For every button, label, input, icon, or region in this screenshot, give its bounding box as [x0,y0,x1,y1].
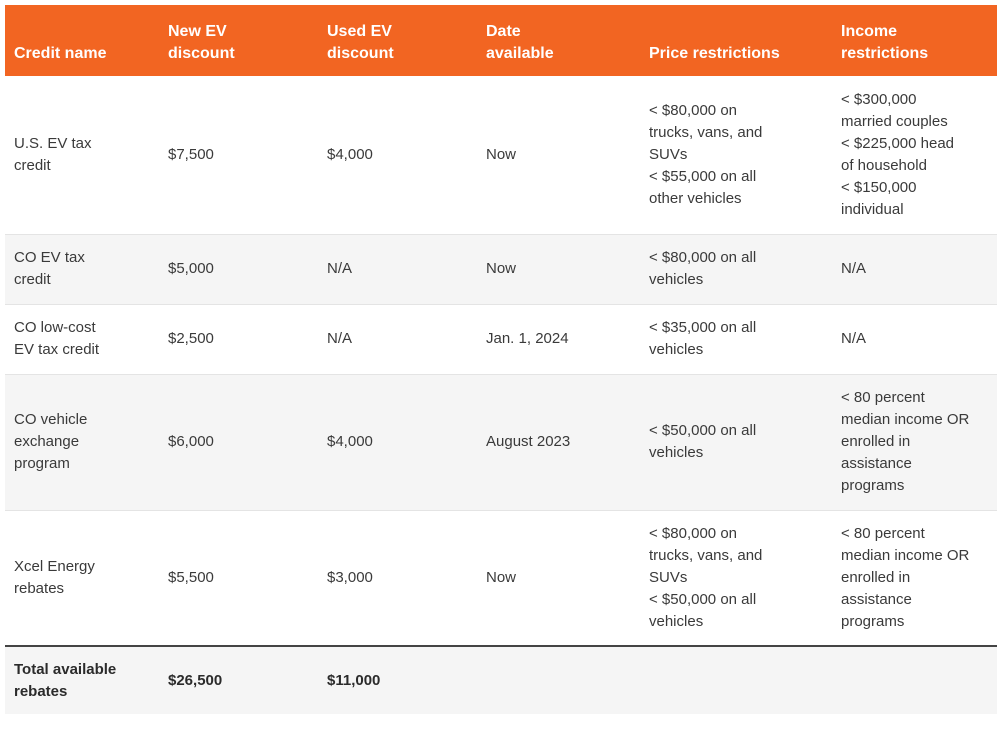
new-ev-discount-cell: $5,500 [168,568,214,586]
used-ev-discount-cell: N/A [327,330,353,347]
header-price-restrictions: Price restrictions [649,45,780,62]
ev-credits-table [5,5,997,714]
credit-name-cell: U.S. EV tax credit [14,134,92,174]
credit-name-cell: CO EV tax credit [14,249,85,288]
total-empty-cell [640,646,832,714]
credit-name-cell: CO low-cost EV tax credit [14,319,100,358]
total-new-ev-discount-cell: $26,500 [168,671,223,689]
total-row [5,646,997,714]
price-restrictions-cell: < $80,000 on trucks, vans, and SUVs < $50,000 on all vehicles [649,524,763,630]
income-restrictions-cell: N/A [841,330,867,347]
price-restrictions-cell: < $35,000 on all vehicles [649,319,757,358]
credit-name-cell: Xcel Energy rebates [14,557,95,597]
header-income-restrictions: Income restrictions [841,23,929,62]
date-available-cell: Now [486,568,517,586]
new-ev-discount-cell: $5,000 [168,260,214,277]
date-available-cell: Now [486,260,517,277]
header-date-available: Date available [486,23,554,62]
total-empty-cell [477,646,640,714]
table-row [5,234,997,304]
total-empty-cell [832,646,997,714]
new-ev-discount-cell: $6,000 [168,433,214,450]
price-restrictions-cell: < $80,000 on all vehicles [649,249,757,288]
price-restrictions-cell: < $80,000 on trucks, vans, and SUVs < $55,000 on all other vehicles [649,101,763,207]
ev-credits-table-container [5,5,997,714]
header-used-ev-discount: Used EV discount [327,23,394,62]
date-available-cell: Now [486,145,517,163]
income-restrictions-cell: < 80 percent median income OR enrolled in assistance programs [841,389,970,494]
income-restrictions-cell: < 80 percent median income OR enrolled in assistance programs [841,524,970,630]
total-used-ev-discount-cell: $11,000 [327,671,381,689]
date-available-cell: Jan. 1, 2024 [486,330,569,347]
total-label-cell: Total available rebates [14,660,117,700]
credit-name-cell: CO vehicle exchange program [14,411,88,472]
header-credit-name: Credit name [14,45,107,62]
new-ev-discount-cell: $2,500 [168,330,214,347]
table-row [5,510,997,646]
used-ev-discount-cell: N/A [327,260,353,277]
used-ev-discount-cell: $3,000 [327,568,373,586]
table-row [5,304,997,374]
used-ev-discount-cell: $4,000 [327,145,373,163]
income-restrictions-cell: N/A [841,260,867,277]
table-row [5,76,997,234]
income-restrictions-cell: < $300,000 married couples < $225,000 head of household < $150,000 individual [841,90,955,218]
date-available-cell: August 2023 [486,433,571,450]
new-ev-discount-cell: $7,500 [168,145,214,163]
price-restrictions-cell: < $50,000 on all vehicles [649,422,757,461]
table-row [5,374,997,510]
table-header-row [5,5,997,76]
header-new-ev-discount: New EV discount [168,23,235,62]
used-ev-discount-cell: $4,000 [327,433,373,450]
